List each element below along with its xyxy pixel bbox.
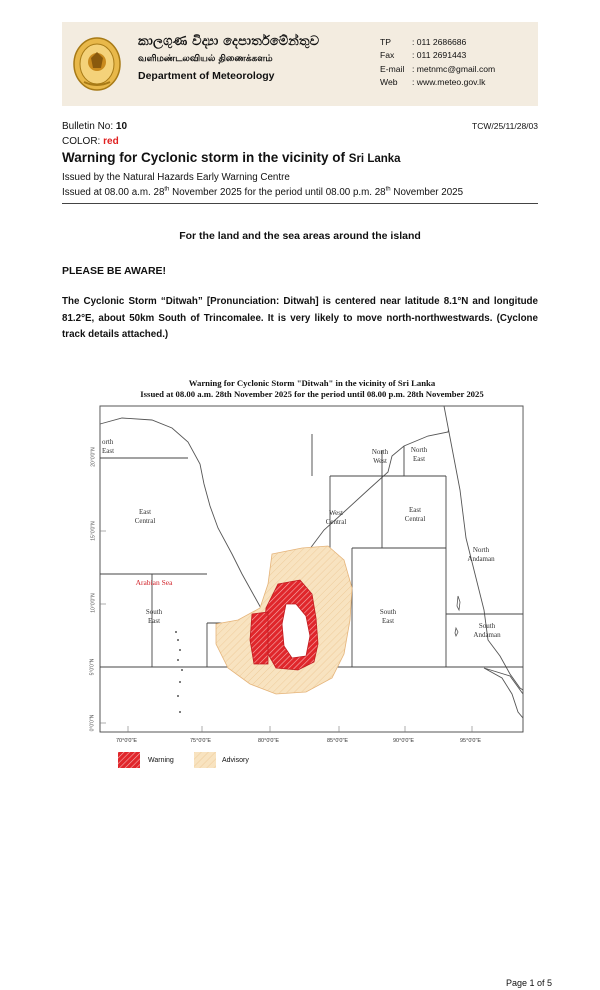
region-arabian-sea: Arabian Sea [135, 578, 173, 587]
bulletin-number-value: 10 [115, 121, 128, 132]
legend-warning-label: Warning [148, 756, 174, 764]
lon-label: 85°0'0"E [327, 738, 349, 744]
region-east-central-arabian [120, 508, 170, 526]
issuer-block [62, 171, 463, 200]
warning-map [89, 378, 532, 778]
region-label: West [329, 509, 343, 517]
region-label: East [412, 455, 426, 463]
lat-label: 20°0'0"N [90, 447, 97, 467]
region-north-west-bay [360, 448, 400, 466]
region-label: Central [134, 517, 156, 525]
legend-advisory-label: Advisory [222, 756, 249, 764]
contact-key: TP [380, 37, 391, 47]
region-label: Central [404, 515, 426, 523]
region-south-east-arabian [134, 608, 174, 626]
bulletin-color [62, 136, 119, 147]
contact-value: : 011 2691443 [412, 50, 467, 61]
contact-value: : www.meteo.gov.lk [412, 77, 486, 88]
lon-label: 70°0'0"E [116, 738, 138, 744]
contact-block [380, 36, 495, 90]
region-north-east-bay [402, 446, 436, 464]
region-label: East [381, 617, 395, 625]
bulletin-label: Bulletin No: [62, 121, 116, 132]
contact-value: : 011 2686686 [412, 37, 467, 47]
contact-key: Fax [380, 50, 395, 61]
region-label: Andaman [467, 555, 495, 563]
region-label: North [371, 448, 389, 456]
letterhead-banner [62, 22, 538, 106]
region-south-andaman [464, 622, 510, 640]
contact-row-email [380, 63, 495, 76]
page-number: Page 1 of 5 [505, 978, 552, 988]
dept-name-english: Department of Meteorology [138, 70, 275, 82]
region-label: East [147, 617, 161, 625]
region-south-east-bay [368, 608, 408, 626]
region-north-east-west [102, 438, 114, 456]
lat-label: 10°0'0"N [90, 593, 97, 613]
latitude-labels [89, 378, 102, 778]
region-label: West [373, 457, 387, 465]
lat-label: 5°0'0"N [89, 658, 96, 676]
issued-time-line [62, 186, 463, 201]
contact-row-fax [380, 49, 495, 62]
region-west-central-bay [316, 509, 356, 527]
region-east-central-bay [392, 506, 438, 524]
contact-row-tp [380, 36, 495, 49]
bulletin-reference: TCW/25/11/28/03 [472, 121, 538, 131]
lat-label: 0°0'0"N [89, 714, 96, 732]
advisory-swatch-icon [194, 752, 216, 768]
region-label: East [138, 508, 152, 516]
contact-row-web [380, 76, 495, 89]
issued-middle: November 2025 for the period until 08.00 p.m. 28 [169, 186, 386, 198]
divider [62, 203, 538, 204]
region-label: Central [325, 518, 347, 526]
region-label: North [410, 446, 428, 454]
region-label: South [379, 608, 397, 616]
map-legend [118, 752, 249, 768]
sri-lanka-emblem-icon [72, 36, 122, 92]
dept-name-sinhala: කාලගුණ විද්‍යා දෙපාර්තමේන්තුව [138, 34, 320, 49]
warning-title-place: Sri Lanka [348, 153, 401, 165]
warning-swatch-icon [118, 752, 140, 768]
region-label: East [408, 506, 422, 514]
issued-suffix: November 2025 [390, 186, 464, 198]
region-label: South [145, 608, 163, 616]
dept-name-tamil: வளிமண்டலவியல் திணைக்களம் [138, 54, 273, 64]
region-label: orth [102, 438, 114, 446]
map-title-line1: Warning for Cyclonic Storm "Ditwah" in the vicinity of Sri Lanka [188, 378, 436, 388]
contact-key: E-mail [380, 63, 405, 74]
region-label: South [478, 622, 496, 630]
lon-label: 80°0'0"E [258, 738, 280, 744]
issued-prefix: Issued at 08.00 a.m. 28 [62, 186, 165, 198]
issued-sup: th [385, 186, 391, 193]
map-title-line2: Issued at 08.00 a.m. 28th November 2025 for the period until 08.00 p.m. 28th November 2025 [140, 389, 484, 399]
lat-label: 15°0'0"N [90, 521, 97, 541]
contact-key: Web [380, 77, 398, 88]
contact-value: : metnmc@gmail.com [412, 63, 496, 74]
aware-heading: PLEASE BE AWARE! [62, 265, 167, 277]
warning-title [62, 150, 401, 165]
color-label: COLOR: [62, 136, 104, 147]
region-label: North [472, 546, 490, 554]
issued-sup: th [164, 186, 170, 193]
section-subheading: For the land and the sea areas around the island [179, 230, 421, 242]
bulletin-number [62, 121, 127, 132]
region-label: East [102, 447, 115, 455]
region-label: Andaman [473, 631, 501, 639]
lon-label: 95°0'0"E [460, 738, 482, 744]
color-value: red [103, 136, 119, 147]
lon-label: 90°0'0"E [393, 738, 415, 744]
warning-title-text: Warning for Cyclonic storm in the vicinity of [62, 150, 349, 165]
region-north-andaman [458, 546, 504, 564]
cyclone-description: The Cyclonic Storm “Ditwah” [Pronunciation: Ditwah] is centered near latitude 8.1°N and longitude 81.2°E, about 50km South of Trincomalee. It is very likely to move north-northwestwards. (Cyclone track details attached.) [62, 296, 538, 340]
department-names [138, 34, 319, 82]
issuer-line: Issued by the Natural Hazards Early Warning Centre [62, 172, 290, 183]
region-labels [92, 378, 532, 778]
lon-label: 75°0'0"E [190, 738, 212, 744]
